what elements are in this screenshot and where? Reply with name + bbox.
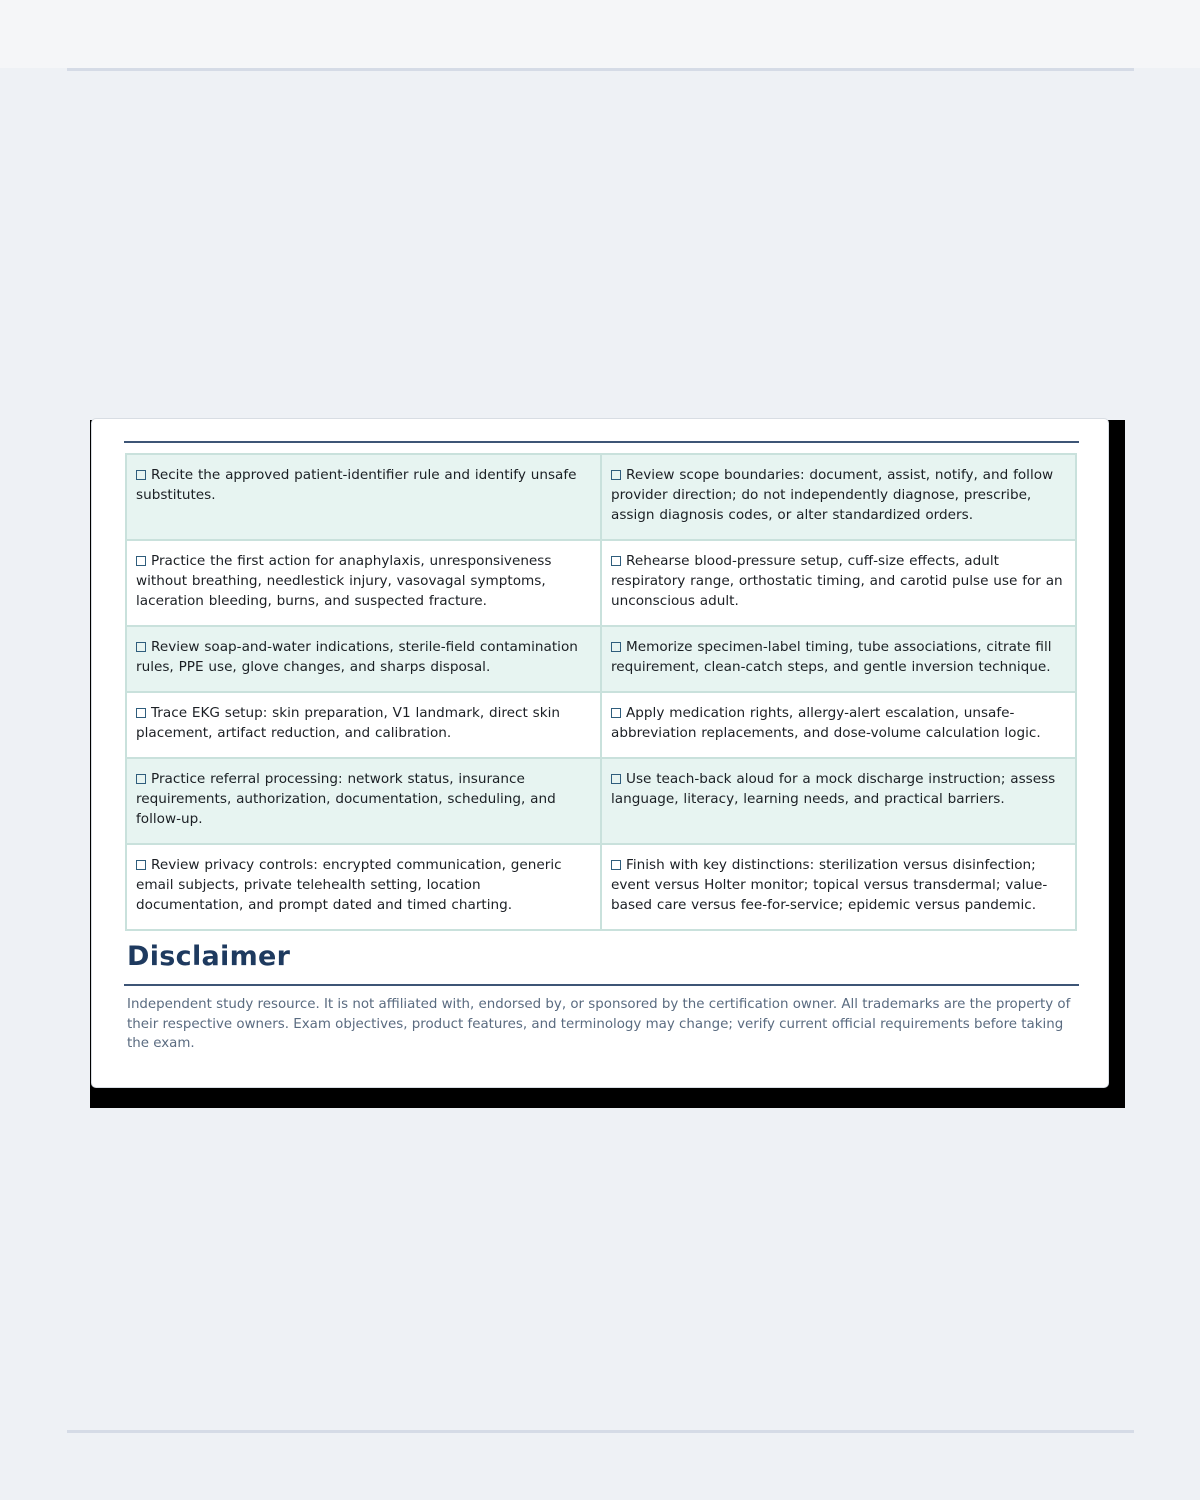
checklist-item-text: Review privacy controls: encrypted communication, generic email subjects, private telehealth setting, location documentation, and prompt dated and timed charting. bbox=[136, 857, 562, 913]
document-page bbox=[91, 418, 1109, 1088]
table-row bbox=[126, 540, 1076, 626]
checklist-cell bbox=[126, 626, 601, 692]
checklist-cell bbox=[601, 626, 1076, 692]
checklist-item-text: Finish with key distinctions: sterilization versus disinfection; event versus Holter monitor; topical versus transdermal; value-based care versus fee-for-service; epidemic versus pandemic. bbox=[611, 857, 1048, 913]
checklist-cell bbox=[126, 454, 601, 540]
viewer-top-band bbox=[0, 0, 1200, 68]
viewer-bottom-divider bbox=[67, 1430, 1134, 1433]
checklist-item-text: Trace EKG setup: skin preparation, V1 landmark, direct skin placement, artifact reduction, and calibration. bbox=[136, 705, 560, 741]
empty-checkbox-icon[interactable] bbox=[611, 774, 621, 784]
table-row bbox=[126, 758, 1076, 844]
empty-checkbox-icon[interactable] bbox=[136, 642, 146, 652]
empty-checkbox-icon[interactable] bbox=[611, 642, 621, 652]
checklist-cell bbox=[601, 692, 1076, 758]
empty-checkbox-icon[interactable] bbox=[136, 774, 146, 784]
checklist-item-text: Memorize specimen-label timing, tube associations, citrate fill requirement, clean-catch steps, and gentle inversion technique. bbox=[611, 639, 1052, 675]
empty-checkbox-icon[interactable] bbox=[136, 556, 146, 566]
section-divider-bottom bbox=[124, 984, 1079, 986]
table-row bbox=[126, 692, 1076, 758]
checklist-cell bbox=[601, 758, 1076, 844]
checklist-item-text: Practice referral processing: network status, insurance requirements, authorization, documentation, scheduling, and follow-up. bbox=[136, 771, 556, 827]
empty-checkbox-icon[interactable] bbox=[611, 860, 621, 870]
empty-checkbox-icon[interactable] bbox=[611, 470, 621, 480]
table-row bbox=[126, 626, 1076, 692]
disclaimer-heading: Disclaimer bbox=[127, 941, 291, 972]
empty-checkbox-icon[interactable] bbox=[611, 556, 621, 566]
checklist-item-text: Rehearse blood-pressure setup, cuff-size effects, adult respiratory range, orthostatic timing, and carotid pulse use for an unconscious adult. bbox=[611, 553, 1063, 609]
table-row bbox=[126, 844, 1076, 930]
checklist-cell bbox=[601, 844, 1076, 930]
viewer-top-divider bbox=[67, 68, 1134, 71]
empty-checkbox-icon[interactable] bbox=[136, 860, 146, 870]
empty-checkbox-icon[interactable] bbox=[136, 708, 146, 718]
checklist-item-text: Apply medication rights, allergy-alert escalation, unsafe-abbreviation replacements, and dose-volume calculation logic. bbox=[611, 705, 1041, 741]
empty-checkbox-icon[interactable] bbox=[136, 470, 146, 480]
checklist-cell bbox=[126, 844, 601, 930]
checklist-item-text: Practice the first action for anaphylaxis, unresponsiveness without breathing, needlestick injury, vasovagal symptoms, laceration bleeding, burns, and suspected fracture. bbox=[136, 553, 552, 609]
checklist-cell bbox=[601, 454, 1076, 540]
checklist-cell bbox=[126, 540, 601, 626]
disclaimer-text: Independent study resource. It is not affiliated with, endorsed by, or sponsored by the certification owner. All trademarks are the property of their respective owners. Exam objectives, product features, and terminology may change; verify current official requirements before taking the exam. bbox=[127, 997, 1071, 1051]
checklist-item-text: Review scope boundaries: document, assist, notify, and follow provider direction; do not independently diagnose, prescribe, assign diagnosis codes, or alter standardized orders. bbox=[611, 467, 1054, 523]
checklist-item-text: Review soap-and-water indications, sterile-field contamination rules, PPE use, glove changes, and sharps disposal. bbox=[136, 639, 578, 675]
study-checklist-table bbox=[125, 453, 1077, 931]
empty-checkbox-icon[interactable] bbox=[611, 708, 621, 718]
checklist-item-text: Recite the approved patient-identifier rule and identify unsafe substitutes. bbox=[136, 467, 577, 503]
checklist-cell bbox=[126, 692, 601, 758]
checklist-item-text: Use teach-back aloud for a mock discharge instruction; assess language, literacy, learning needs, and practical barriers. bbox=[611, 771, 1056, 807]
checklist-cell bbox=[601, 540, 1076, 626]
section-divider-top bbox=[124, 441, 1079, 443]
checklist-cell bbox=[126, 758, 601, 844]
table-row bbox=[126, 454, 1076, 540]
